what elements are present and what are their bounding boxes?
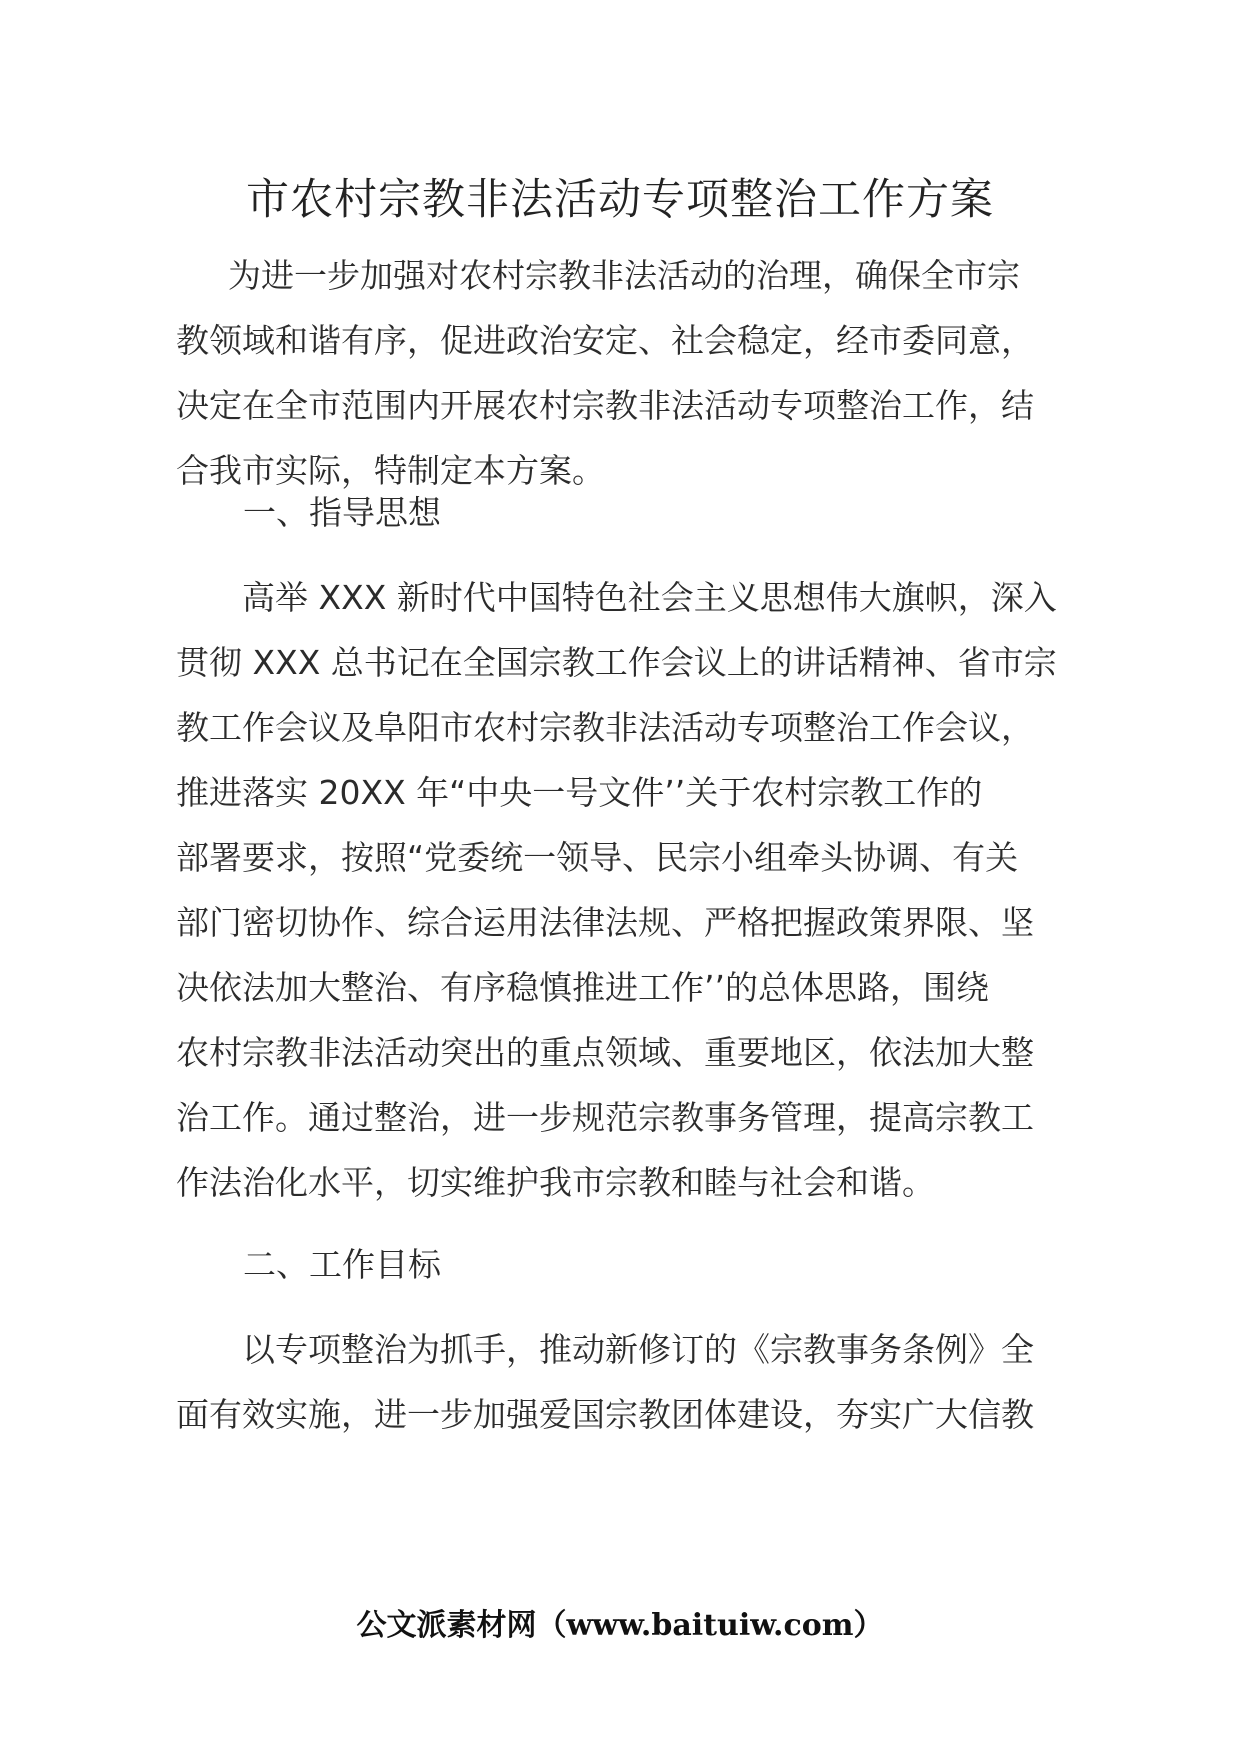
section2-line: 以专项整治为抓手，推动新修订的《宗教事务条例》全 — [242, 1330, 1034, 1369]
section2-paragraph — [176, 1317, 1064, 1447]
section1-line: 贯彻 XXX 总书记在全国宗教工作会议上的讲话精神、省市宗 — [176, 643, 1057, 682]
section1-line: 推进落实 20XX 年“中央一号文件’’关于农村宗教工作的 — [176, 773, 983, 812]
source-footer: 公文派素材网（www.baituiw.com） — [356, 1608, 884, 1643]
intro-paragraph — [176, 243, 1064, 503]
section1-line: 部门密切协作、综合运用法律法规、严格把握政策界限、坚 — [176, 903, 1034, 942]
section1-line: 农村宗教非法活动突出的重点领域、重要地区，依法加大整 — [176, 1033, 1034, 1072]
section1-line: 作法治化水平，切实维护我市宗教和睦与社会和谐。 — [176, 1163, 935, 1202]
section1-line: 决依法加大整治、有序稳慎推进工作’’的总体思路，围绕 — [176, 968, 989, 1007]
intro-line: 为进一步加强对农村宗教非法活动的治理，确保全市宗 — [228, 256, 1020, 295]
intro-line: 决定在全市范围内开展农村宗教非法活动专项整治工作，结 — [176, 386, 1034, 425]
document-title: 市农村宗教非法活动专项整治工作方案 — [246, 175, 994, 225]
section-heading-work-goals: 二、工作目标 — [243, 1245, 441, 1284]
section1-paragraph — [176, 565, 1064, 1215]
section2-line: 面有效实施，进一步加强爱国宗教团体建设，夯实广大信教 — [176, 1395, 1034, 1434]
intro-line: 教领域和谐有序，促进政治安定、社会稳定，经市委同意， — [176, 321, 1034, 360]
section1-line: 治工作。通过整治，进一步规范宗教事务管理，提高宗教工 — [176, 1098, 1034, 1137]
section1-line: 高举 XXX 新时代中国特色社会主义思想伟大旗帜，深入 — [242, 578, 1057, 617]
intro-line: 合我市实际，特制定本方案。 — [176, 451, 605, 490]
section1-line: 部署要求，按照“党委统一领导、民宗小组牵头协调、有关 — [176, 838, 1019, 877]
section-heading-guiding-thought: 一、指导思想 — [243, 493, 441, 532]
section1-line: 教工作会议及阜阳市农村宗教非法活动专项整治工作会议， — [176, 708, 1034, 747]
